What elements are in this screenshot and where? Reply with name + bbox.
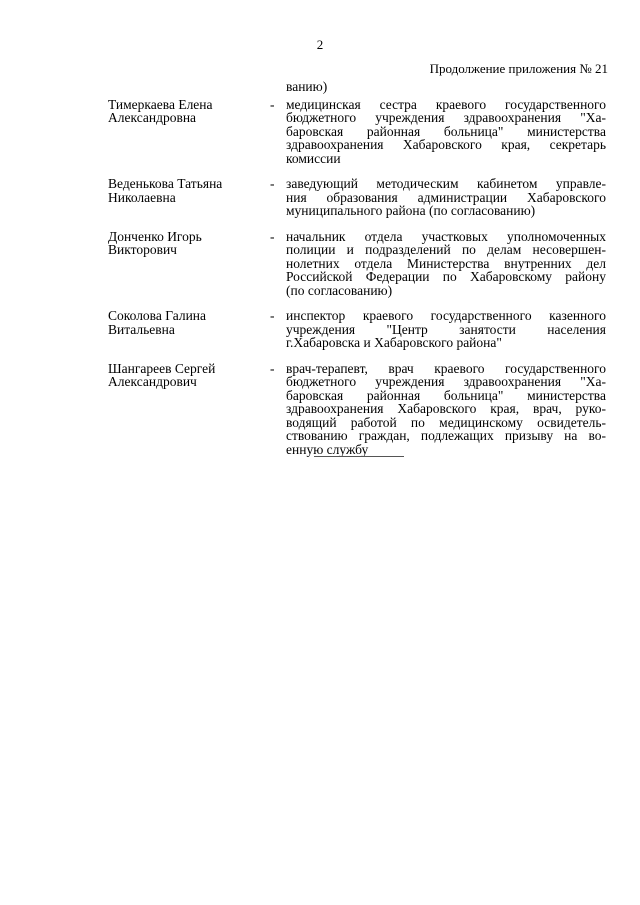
member-role-line: водящий работой по медицинскому освидетель-: [286, 414, 606, 430]
member-role-line: ствованию граждан, подлежащих призыву на во-: [286, 428, 606, 443]
member-name: Соколова Галина Витальевна: [108, 308, 207, 337]
member-name: Тимеркаева Елена Александровна: [108, 96, 213, 125]
member-dash: -: [270, 308, 275, 323]
member-role-line: здравоохранения Хабаровского края, врач, руко-: [286, 401, 606, 416]
member-role: [286, 98, 606, 166]
member-role-line: полиции и подразделений по делам несовершен-: [286, 242, 606, 257]
member-dash: -: [270, 96, 275, 112]
member-row: [108, 177, 606, 218]
member-role-line: здравоохранения Хабаровского края, секретарь: [286, 137, 606, 152]
member-row: [108, 362, 606, 457]
member-row: [108, 309, 606, 350]
member-role-line: баровская районная больница" министерства: [286, 123, 606, 139]
member-role-line: врач-терапевт, врач краевого государственного: [286, 360, 606, 376]
member-role-line: инспектор краевого государственного казенного: [286, 308, 606, 323]
carryover-text: ванию): [286, 79, 328, 94]
member-name: Донченко Игорь Викторович: [108, 228, 202, 257]
member-row: [108, 230, 606, 298]
member-role-line: муниципального района (по согласованию): [286, 203, 536, 218]
member-row: [108, 98, 606, 166]
member-role-line: учреждения "Центр занятости населения: [286, 321, 606, 337]
member-role: [286, 309, 606, 350]
end-divider-line: [314, 456, 404, 457]
member-role-line: енную службу: [286, 441, 369, 457]
member-role: [286, 177, 606, 218]
member-role-line: бюджетного учреждения здравоохранения "Ха-: [286, 374, 606, 389]
member-role-line: комиссии: [286, 150, 341, 166]
member-role-line: заведующий методическим кабинетом управле-: [286, 176, 606, 191]
page-number: 2: [316, 37, 324, 52]
member-name: Веденькова Татьяна Николаевна: [108, 176, 223, 205]
member-role-line: нолетних отдела Министерства внутренних дел: [286, 255, 606, 271]
member-role-line: г.Хабаровска и Хабаровского района": [286, 335, 502, 350]
continuation-note: Продолжение приложения № 21: [429, 61, 608, 76]
member-dash: -: [270, 228, 275, 244]
member-dash: -: [270, 360, 275, 376]
member-role-line: (по согласованию): [286, 282, 393, 298]
member-role-line: медицинская сестра краевого государственного: [286, 96, 606, 112]
member-role-line: бюджетного учреждения здравоохранения "Ха-: [286, 110, 606, 125]
member-role-line: ния образования администрации Хабаровского: [286, 189, 606, 205]
member-role-line: баровская районная больница" министерства: [286, 387, 606, 403]
member-name: Шангареев Сергей Александрович: [108, 360, 216, 389]
member-role-line: начальник отдела участковых уполномоченных: [286, 228, 606, 244]
commission-members-list: [108, 80, 606, 456]
member-role: [286, 362, 606, 457]
member-dash: -: [270, 176, 275, 191]
member-role: [286, 230, 606, 298]
member-role-line: Российской Федерации по Хабаровскому району: [286, 269, 606, 284]
